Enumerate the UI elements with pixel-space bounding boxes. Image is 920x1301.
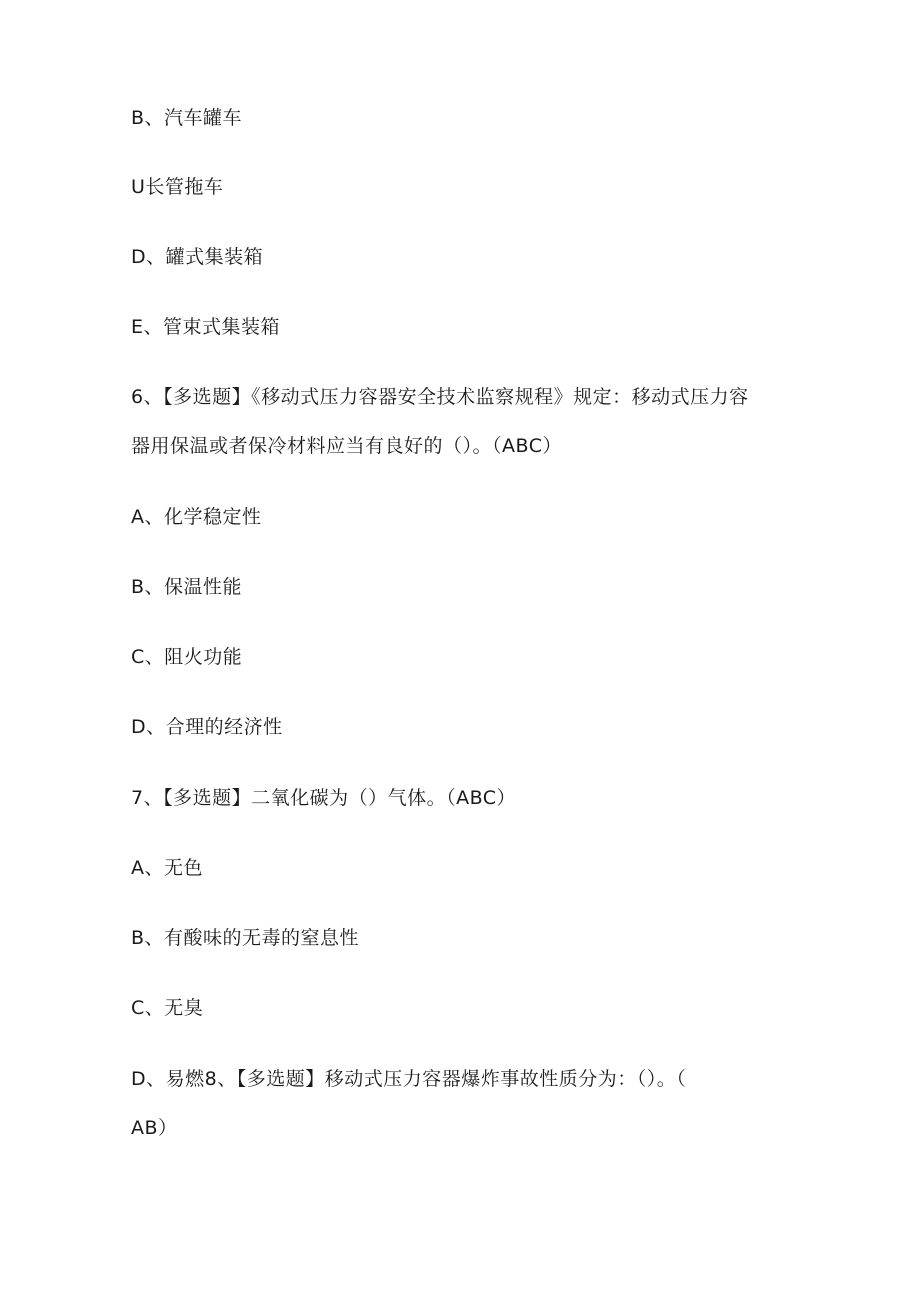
option-b-tanker-truck: B、汽车罐车 bbox=[131, 107, 243, 129]
q7-option-d-and-question-8: D、易燃8、【多选题】移动式压力容器爆炸事故性质分为：（）。（ bbox=[131, 1068, 687, 1090]
question-6-text-line-1: 6、【多选题】《移动式压力容器安全技术监察规程》规定：移动式压力容 bbox=[131, 386, 749, 408]
q6-option-c: C、阻火功能 bbox=[131, 646, 243, 668]
question-6-text-line-2: 器用保温或者保冷材料应当有良好的（）。（ABC） bbox=[131, 435, 562, 457]
q6-option-b: B、保温性能 bbox=[131, 576, 243, 598]
q6-option-d: D、合理的经济性 bbox=[131, 716, 283, 738]
question-8-answer: AB） bbox=[131, 1117, 178, 1139]
question-7-text: 7、【多选题】二氧化碳为（）气体。（ABC） bbox=[131, 787, 517, 809]
option-c-tube-trailer: U长管拖车 bbox=[131, 176, 224, 198]
option-e-tube-bundle-container: E、管束式集装箱 bbox=[131, 316, 281, 338]
q7-option-a: A、无色 bbox=[131, 857, 203, 879]
q7-option-c: C、无臭 bbox=[131, 997, 204, 1019]
option-d-tank-container: D、罐式集装箱 bbox=[131, 246, 264, 268]
q6-option-a: A、化学稳定性 bbox=[131, 506, 262, 528]
q7-option-b: B、有酸味的无毒的窒息性 bbox=[131, 927, 360, 949]
